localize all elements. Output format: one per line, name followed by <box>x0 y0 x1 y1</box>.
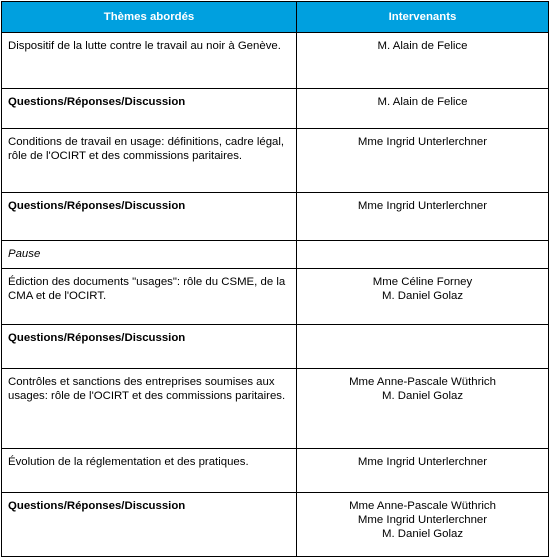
table-row <box>2 241 549 269</box>
theme-cell: Questions/Réponses/Discussion <box>2 89 297 129</box>
header-row <box>2 2 549 33</box>
speakers-cell <box>297 241 549 269</box>
speaker-name: M. Daniel Golaz <box>381 290 464 302</box>
header-speakers: Intervenants <box>297 2 549 33</box>
theme-cell: Édiction des documents "usages": rôle du CSME, de la CMA et de l'OCIRT. <box>2 269 297 325</box>
theme-cell: Dispositif de la lutte contre le travail au noir à Genève. <box>2 33 297 89</box>
theme-cell: Questions/Réponses/Discussion <box>2 325 297 369</box>
speakers-cell <box>297 89 549 129</box>
theme-cell: Conditions de travail en usage: définitions, cadre légal, rôle de l'OCIRT et des commissions paritaires. <box>2 129 297 193</box>
table-row <box>2 369 549 449</box>
speakers-cell <box>297 33 549 89</box>
speakers-cell <box>297 449 549 493</box>
speaker-name: M. Daniel Golaz <box>381 528 464 540</box>
speaker-name: Mme Anne-Pascale Wüthrich <box>349 500 496 512</box>
table-row <box>2 193 549 241</box>
theme-cell: Questions/Réponses/Discussion <box>2 493 297 557</box>
speaker-name: M. Daniel Golaz <box>381 390 464 402</box>
table-row <box>2 33 549 89</box>
theme-cell: Pause <box>2 241 297 269</box>
table-row <box>2 493 549 557</box>
speakers-cell <box>297 129 549 193</box>
theme-cell: Contrôles et sanctions des entreprises soumises aux usages: rôle de l'OCIRT et des commissions paritaires. <box>2 369 297 449</box>
speakers-cell <box>297 193 549 241</box>
speakers-cell <box>297 369 549 449</box>
speakers-cell <box>297 325 549 369</box>
agenda-body <box>2 33 549 557</box>
speakers-cell <box>297 269 549 325</box>
speaker-name: Mme Ingrid Unterlerchner <box>357 136 488 148</box>
speaker-name: M. Alain de Felice <box>377 40 468 52</box>
theme-cell: Évolution de la réglementation et des pratiques. <box>2 449 297 493</box>
speaker-name: Mme Ingrid Unterlerchner <box>357 456 488 468</box>
speaker-name: Mme Anne-Pascale Wüthrich <box>349 376 496 388</box>
header-themes: Thèmes abordés <box>2 2 297 33</box>
table-row <box>2 269 549 325</box>
speakers-cell <box>297 493 549 557</box>
table-row <box>2 89 549 129</box>
speaker-name: Mme Ingrid Unterlerchner <box>357 200 488 212</box>
agenda-table <box>1 1 549 557</box>
table-row <box>2 449 549 493</box>
table-row <box>2 325 549 369</box>
speaker-name: Mme Ingrid Unterlerchner <box>357 514 488 526</box>
speaker-name: M. Alain de Felice <box>377 96 468 108</box>
speaker-name: Mme Céline Forney <box>372 276 473 288</box>
table-row <box>2 129 549 193</box>
theme-cell: Questions/Réponses/Discussion <box>2 193 297 241</box>
